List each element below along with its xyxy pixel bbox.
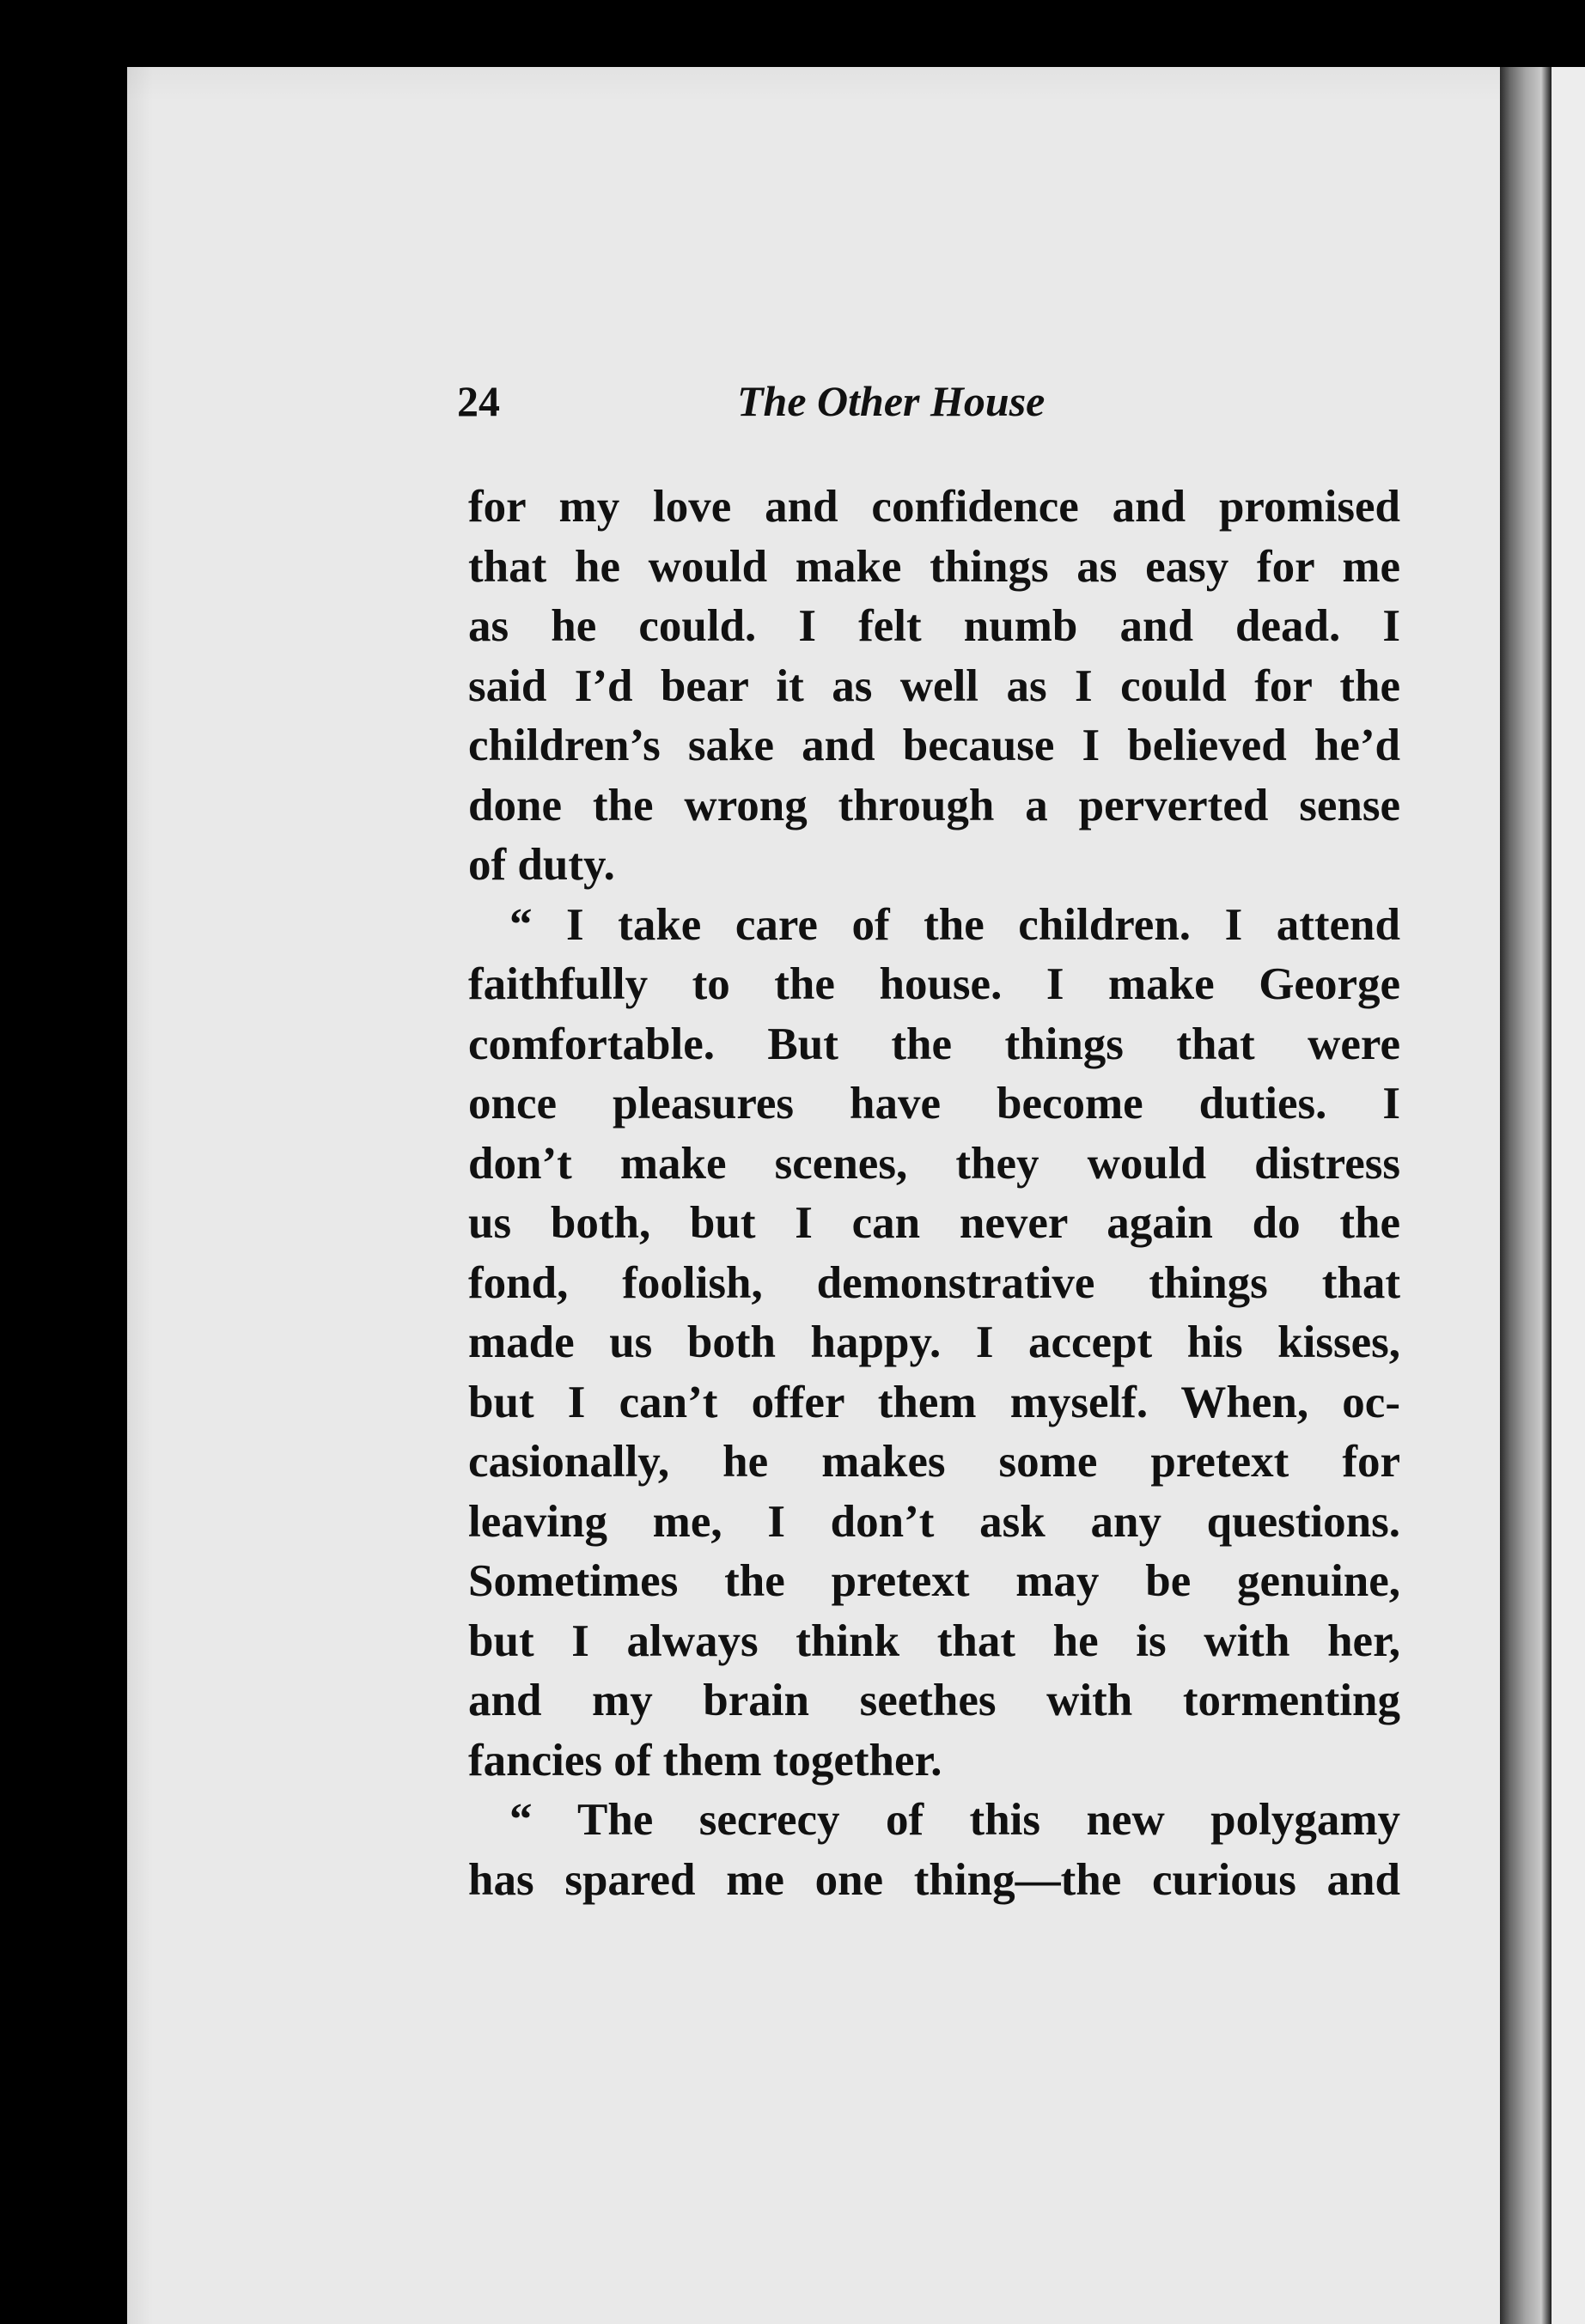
body-text	[468, 478, 1400, 1910]
text-line: comfortable. But the things that were	[468, 1019, 1400, 1069]
text-line: said I’d bear it as well as I could for the	[468, 660, 1400, 711]
text-line: fancies of them together.	[468, 1735, 942, 1786]
text-line: but I always think that he is with her,	[468, 1615, 1400, 1666]
text-line: and my brain seethes with tormenting	[468, 1676, 1400, 1725]
text-line: “ I take care of the children. I attend	[509, 899, 1400, 950]
text-line: children’s sake and because I believed he’d	[468, 721, 1400, 770]
page-header	[326, 368, 1400, 436]
text-line: of duty.	[468, 840, 615, 890]
text-line: that he would make things as easy for me	[468, 541, 1400, 592]
running-title: The Other House	[737, 377, 1045, 425]
text-line: faithfully to the house. I make George	[468, 959, 1400, 1009]
page-edge-shadow	[1500, 67, 1551, 2324]
text-line: leaving me, I don’t ask any questions.	[468, 1496, 1400, 1547]
text-line: as he could. I felt numb and dead. I	[468, 601, 1400, 651]
text-line: fond, foolish, demonstrative things that	[468, 1257, 1400, 1308]
text-line: casionally, he makes some pretext for	[468, 1437, 1400, 1487]
text-line: Sometimes the pretext may be genuine,	[468, 1556, 1400, 1606]
text-line: has spared me one thing—the curious and	[468, 1854, 1400, 1905]
text-line: made us both happy. I accept his kisses,	[468, 1317, 1400, 1367]
text-line: don’t make scenes, they would distress	[468, 1138, 1400, 1189]
page-number: 24	[457, 377, 500, 425]
text-line: for my love and confidence and promised	[468, 482, 1400, 532]
adjacent-page-strip	[1551, 67, 1585, 2324]
text-line: “ The secrecy of this new polygamy	[509, 1795, 1400, 1845]
text-line: us both, but I can never again do the	[468, 1198, 1400, 1248]
text-line: but I can’t offer them myself. When, oc-	[468, 1377, 1400, 1427]
text-line: done the wrong through a perverted sense	[468, 780, 1400, 830]
text-line: once pleasures have become duties. I	[468, 1079, 1400, 1129]
